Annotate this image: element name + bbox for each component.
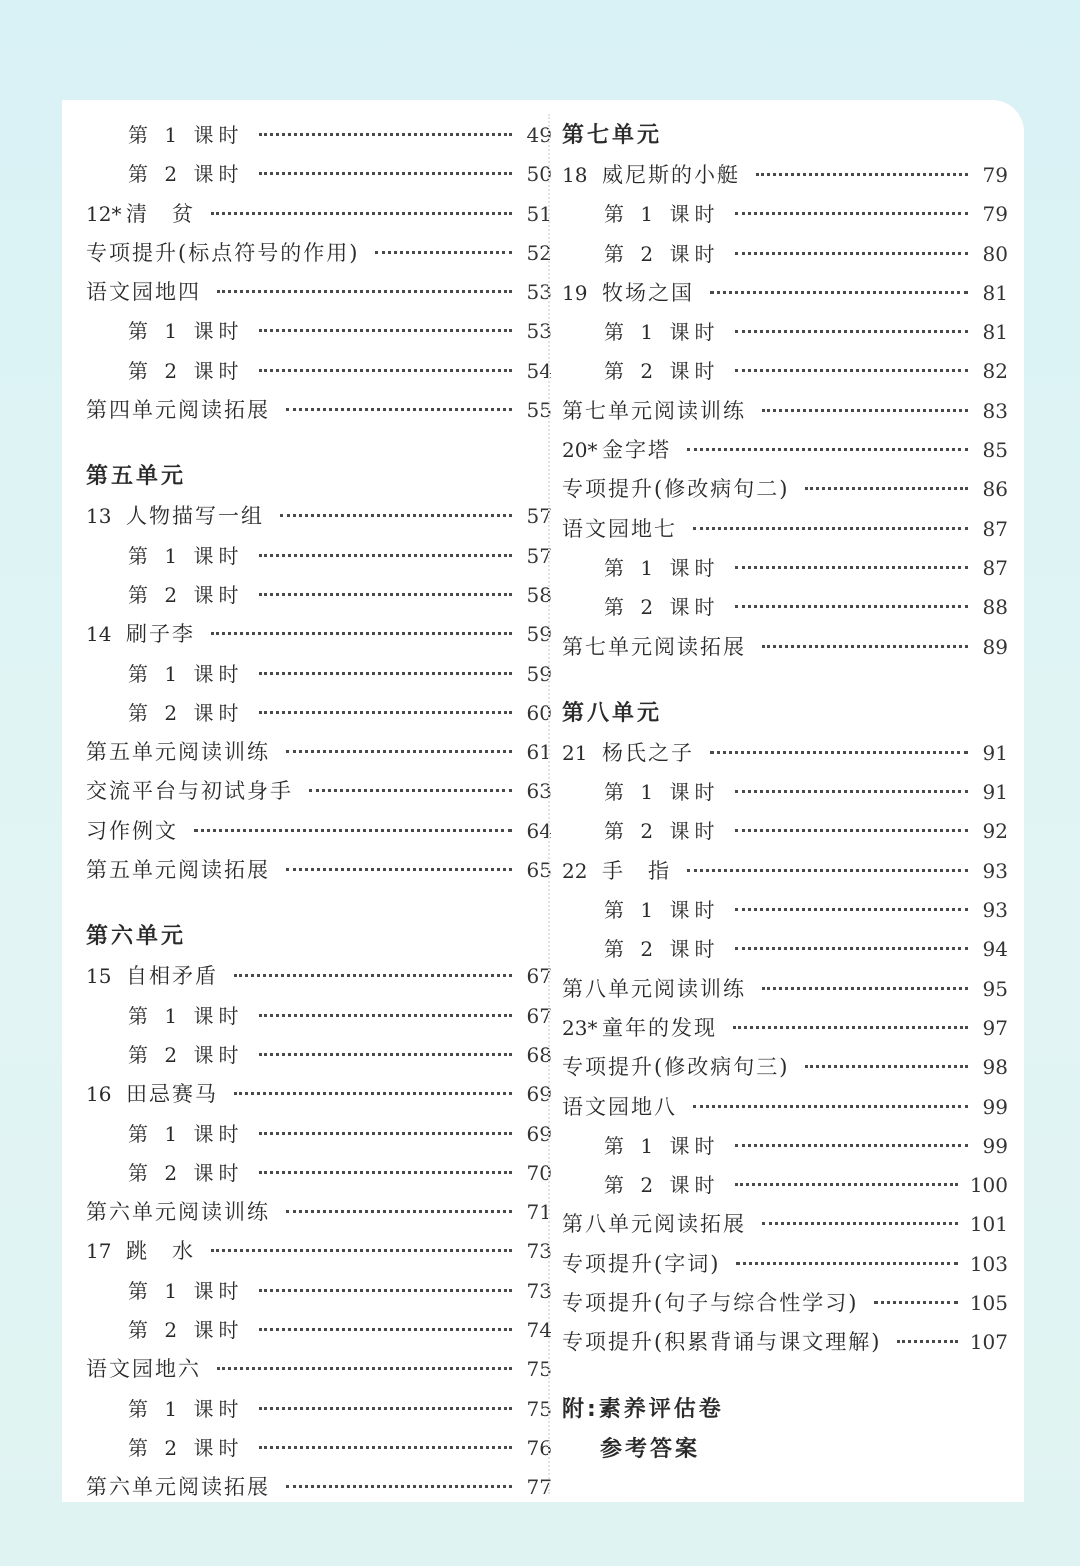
toc-entry	[86, 1193, 552, 1232]
dot-leader	[735, 565, 968, 569]
page-number: 99	[982, 1133, 1008, 1158]
entry-title: 第 2 课时	[128, 1160, 244, 1185]
toc-entry	[86, 234, 552, 273]
toc-subentry	[86, 997, 552, 1036]
page-number: 71	[526, 1200, 552, 1225]
page-number: 83	[982, 398, 1008, 423]
dot-leader	[259, 171, 512, 175]
appendix-entry: 附:素养评估卷	[562, 1396, 724, 1422]
entry-title: 杨氏之子	[602, 740, 694, 765]
toc-entry	[562, 734, 1008, 773]
page-number: 87	[982, 516, 1008, 541]
page-number: 87	[982, 555, 1008, 580]
toc-subentry	[86, 1036, 552, 1075]
entry-title: 第 2 课时	[604, 241, 720, 266]
dot-leader	[259, 671, 512, 675]
entry-title: 第 1 课时	[604, 320, 720, 345]
page-number: 73	[526, 1278, 552, 1303]
toc-subentry	[562, 588, 1008, 627]
entry-title: 第 2 课时	[604, 937, 720, 962]
dot-leader	[259, 1013, 512, 1017]
dot-leader	[217, 289, 512, 293]
entry-title: 第六单元阅读拓展	[86, 1475, 270, 1500]
entry-title: 语文园地七	[562, 516, 677, 541]
dot-leader	[762, 644, 968, 648]
entry-title: 金字塔	[602, 438, 671, 463]
page-number: 55	[526, 398, 552, 423]
lesson-number: 21	[562, 740, 588, 765]
dot-leader	[735, 604, 968, 608]
lesson-number: 19	[562, 280, 588, 305]
toc-entry	[562, 1323, 1008, 1362]
entry-title: 第 2 课时	[128, 700, 244, 725]
dot-leader	[259, 1052, 512, 1056]
section-gap	[86, 890, 552, 917]
page-number: 77	[526, 1475, 552, 1500]
entry-title: 交流平台与初试身手	[86, 779, 293, 804]
page-number: 76	[526, 1435, 552, 1460]
toc-entry	[562, 1284, 1008, 1323]
toc-entry	[86, 273, 552, 312]
page-number: 98	[982, 1055, 1008, 1080]
toc-entry	[562, 852, 1008, 891]
toc-entry	[86, 812, 552, 851]
page-number: 107	[969, 1330, 1008, 1355]
entry-title: 第 2 课时	[604, 819, 720, 844]
entry-title: 专项提升(字词)	[562, 1251, 721, 1276]
page-number: 65	[526, 858, 552, 883]
toc-entry	[562, 431, 1008, 470]
dot-leader	[259, 592, 512, 596]
page-number: 67	[526, 1003, 552, 1028]
entry-title: 语文园地六	[86, 1357, 201, 1382]
page-number: 59	[526, 661, 552, 686]
dot-leader	[286, 867, 512, 871]
entry-title: 第 1 课时	[128, 319, 244, 344]
page-number: 57	[526, 504, 552, 529]
page-number: 60	[526, 700, 552, 725]
entry-title: 第 2 课时	[604, 359, 720, 384]
dot-leader	[259, 328, 512, 332]
entry-title: 手 指	[602, 858, 671, 883]
toc-entry	[86, 497, 552, 536]
toc-subentry	[562, 235, 1008, 274]
entry-title: 第四单元阅读拓展	[86, 398, 270, 423]
page-number: 75	[526, 1396, 552, 1421]
entry-title: 清 贫	[126, 201, 195, 226]
entry-title: 第八单元阅读训练	[562, 976, 746, 1001]
entry-title: 第七单元阅读训练	[562, 398, 746, 423]
entry-title: 第 2 课时	[128, 582, 244, 607]
lesson-number: 13	[86, 504, 112, 529]
entry-title: 第 1 课时	[604, 1133, 720, 1158]
dot-leader	[259, 1288, 512, 1292]
entry-title: 习作例文	[86, 818, 178, 843]
entry-title: 童年的发现	[602, 1015, 717, 1040]
dot-leader	[735, 329, 968, 333]
dot-leader	[762, 408, 968, 412]
toc-subentry	[86, 576, 552, 615]
toc-subentry	[86, 1272, 552, 1311]
page-number: 54	[526, 358, 552, 383]
dot-leader	[762, 1221, 958, 1225]
page-number: 91	[982, 740, 1008, 765]
toc-subentry	[562, 1166, 1008, 1205]
dot-leader	[259, 1327, 512, 1331]
page-number: 82	[982, 359, 1008, 384]
page-number: 53	[526, 319, 552, 344]
page-number: 53	[526, 280, 552, 305]
toc-entry	[562, 470, 1008, 509]
page-number: 86	[982, 477, 1008, 502]
toc-entry	[86, 195, 552, 234]
dot-leader	[286, 749, 512, 753]
toc-entry	[562, 1245, 1008, 1284]
dot-leader	[259, 132, 512, 136]
entry-title: 第 1 课时	[604, 898, 720, 923]
page-number: 81	[982, 280, 1008, 305]
toc-subentry	[86, 1115, 552, 1154]
entry-title: 跳 水	[126, 1239, 195, 1264]
entry-title: 专项提升(修改病句二)	[562, 477, 790, 502]
page-number: 74	[526, 1318, 552, 1343]
dot-leader	[762, 986, 968, 990]
toc-entry	[86, 957, 552, 996]
page-number: 89	[982, 634, 1008, 659]
page-number: 92	[982, 819, 1008, 844]
section-gap	[562, 667, 1008, 694]
page-number: 64	[526, 818, 552, 843]
page-number: 63	[526, 779, 552, 804]
dot-leader	[211, 631, 512, 635]
dot-leader	[687, 447, 968, 451]
unit-heading: 第六单元	[86, 924, 187, 950]
unit-heading: 第五单元	[86, 464, 187, 490]
lesson-number: 20*	[562, 438, 598, 463]
page-number: 49	[526, 123, 552, 147]
entry-title: 威尼斯的小艇	[602, 163, 740, 187]
page-number: 97	[982, 1015, 1008, 1040]
lesson-number: 18	[562, 163, 588, 187]
toc-subentry	[86, 537, 552, 576]
toc-entry	[562, 510, 1008, 549]
lesson-number: 16	[86, 1082, 112, 1107]
toc-entry	[86, 1232, 552, 1271]
entry-title: 语文园地四	[86, 280, 201, 305]
entry-title: 专项提升(句子与综合性学习)	[562, 1291, 859, 1316]
page-number: 80	[982, 241, 1008, 266]
page-number: 101	[969, 1212, 1008, 1237]
page-number: 51	[526, 201, 552, 226]
lesson-number: 14	[86, 622, 112, 647]
toc-subentry	[562, 549, 1008, 588]
toc-entry	[562, 1088, 1008, 1127]
dot-leader	[693, 1104, 968, 1108]
dot-leader	[259, 710, 512, 714]
toc-entry	[562, 1009, 1008, 1048]
entry-title: 第 2 课时	[604, 595, 720, 620]
dot-leader	[309, 788, 512, 792]
dot-leader	[805, 1064, 968, 1068]
dot-leader	[735, 368, 968, 372]
toc-subentry	[562, 1127, 1008, 1166]
toc-entry	[86, 851, 552, 890]
page-number: 91	[982, 780, 1008, 805]
entry-title: 田忌赛马	[126, 1082, 218, 1107]
entry-title: 第 2 课时	[128, 358, 244, 383]
lesson-number: 12*	[86, 201, 122, 226]
toc-entry	[562, 392, 1008, 431]
toc-subentry	[86, 655, 552, 694]
toc-entry	[86, 733, 552, 772]
dot-leader	[375, 250, 512, 254]
unit-heading: 第八单元	[562, 700, 663, 726]
dot-leader	[874, 1300, 957, 1304]
toc-subentry	[562, 313, 1008, 352]
dot-leader	[693, 526, 968, 530]
dot-leader	[211, 211, 512, 215]
page-number: 57	[526, 543, 552, 568]
entry-title: 第 1 课时	[128, 1278, 244, 1303]
toc-entry	[562, 1205, 1008, 1244]
page-number: 105	[969, 1291, 1008, 1316]
entry-title: 第 1 课时	[604, 202, 720, 227]
toc-subentry	[86, 1429, 552, 1468]
page-number: 88	[982, 595, 1008, 620]
dot-leader	[710, 290, 968, 294]
entry-title: 专项提升(修改病句三)	[562, 1055, 790, 1080]
dot-leader	[735, 1182, 957, 1186]
entry-title: 第七单元阅读拓展	[562, 634, 746, 659]
page-number: 99	[982, 1094, 1008, 1119]
toc-subentry	[86, 155, 552, 194]
entry-title: 第 1 课时	[128, 123, 244, 147]
column-divider	[548, 114, 550, 1494]
page-number: 69	[526, 1121, 552, 1146]
entry-title: 第 2 课时	[128, 1435, 244, 1460]
toc-subentry	[86, 1154, 552, 1193]
dot-leader	[194, 828, 512, 832]
toc-entry	[562, 970, 1008, 1009]
lesson-number: 15	[86, 964, 112, 989]
dot-leader	[259, 368, 512, 372]
page-number: 75	[526, 1357, 552, 1382]
dot-leader	[897, 1339, 957, 1343]
page-number: 85	[982, 438, 1008, 463]
section-gap	[86, 430, 552, 457]
toc-subentry	[562, 930, 1008, 969]
toc-subentry	[562, 812, 1008, 851]
toc-entry	[562, 274, 1008, 313]
entry-title: 人物描写一组	[126, 504, 264, 529]
dot-leader	[211, 1248, 512, 1252]
toc-subentry	[562, 352, 1008, 391]
entry-title: 第 1 课时	[604, 555, 720, 580]
dot-leader	[735, 789, 968, 793]
dot-leader	[687, 868, 968, 872]
entry-title: 专项提升(标点符号的作用)	[86, 240, 360, 265]
dot-leader	[710, 750, 968, 754]
toc-entry	[86, 615, 552, 654]
page-number: 67	[526, 964, 552, 989]
dot-leader	[259, 1131, 512, 1135]
page-number: 100	[969, 1173, 1008, 1198]
toc-entry	[86, 1350, 552, 1389]
dot-leader	[234, 973, 512, 977]
entry-title: 第五单元阅读拓展	[86, 858, 270, 883]
dot-leader	[259, 1406, 512, 1410]
entry-title: 第 2 课时	[128, 1042, 244, 1067]
entry-title: 第 2 课时	[128, 162, 244, 187]
dot-leader	[735, 211, 968, 215]
dot-leader	[735, 828, 968, 832]
entry-title: 第八单元阅读拓展	[562, 1212, 746, 1237]
page-number: 50	[526, 162, 552, 187]
toc-subentry	[562, 195, 1008, 234]
entry-title: 第六单元阅读训练	[86, 1200, 270, 1225]
dot-leader	[286, 1209, 512, 1213]
entry-title: 第 2 课时	[128, 1318, 244, 1343]
entry-title: 语文园地八	[562, 1094, 677, 1119]
entry-title: 刷子李	[126, 622, 195, 647]
dot-leader	[735, 1143, 968, 1147]
toc-column-right	[562, 100, 1008, 1470]
toc-page	[62, 100, 1024, 1502]
page-number: 70	[526, 1160, 552, 1185]
page-number: 69	[526, 1082, 552, 1107]
entry-title: 专项提升(积累背诵与课文理解)	[562, 1330, 882, 1355]
entry-title: 第 1 课时	[128, 1121, 244, 1146]
page-number: 58	[526, 582, 552, 607]
dot-leader	[735, 251, 968, 255]
dot-leader	[733, 1025, 968, 1029]
page-number: 59	[526, 622, 552, 647]
page-number: 79	[982, 202, 1008, 227]
toc-subentry	[86, 312, 552, 351]
section-gap	[562, 1363, 1008, 1390]
toc-subentry	[86, 352, 552, 391]
unit-heading: 第七单元	[562, 123, 663, 148]
dot-leader	[234, 1091, 512, 1095]
page-number: 68	[526, 1042, 552, 1067]
toc-subentry	[86, 694, 552, 733]
page-number: 79	[982, 163, 1008, 187]
toc-subentry	[86, 1311, 552, 1350]
dot-leader	[756, 172, 968, 176]
toc-entry	[86, 772, 552, 811]
entry-title: 牧场之国	[602, 280, 694, 305]
entry-title: 第 2 课时	[604, 1173, 720, 1198]
dot-leader	[736, 1261, 957, 1265]
dot-leader	[805, 486, 968, 490]
lesson-number: 17	[86, 1239, 112, 1264]
toc-subentry	[86, 116, 552, 155]
toc-subentry	[562, 891, 1008, 930]
entry-title: 第 1 课时	[128, 1003, 244, 1028]
entry-title: 自相矛盾	[126, 964, 218, 989]
dot-leader	[259, 1170, 512, 1174]
dot-leader	[286, 1484, 512, 1488]
page-number: 81	[982, 320, 1008, 345]
dot-leader	[280, 513, 512, 517]
dot-leader	[735, 907, 968, 911]
dot-leader	[735, 946, 968, 950]
entry-title: 第 1 课时	[128, 1396, 244, 1421]
entry-title: 第 1 课时	[128, 661, 244, 686]
page-number: 93	[982, 898, 1008, 923]
page-number: 73	[526, 1239, 552, 1264]
page-number: 52	[526, 240, 552, 265]
toc-entry	[562, 156, 1008, 195]
dot-leader	[259, 1445, 512, 1449]
toc-entry	[86, 1468, 552, 1507]
toc-subentry	[86, 1390, 552, 1429]
page-number: 61	[526, 740, 552, 765]
dot-leader	[217, 1366, 512, 1370]
lesson-number: 22	[562, 858, 588, 883]
entry-title: 第 1 课时	[604, 780, 720, 805]
toc-entry	[562, 628, 1008, 667]
page-number: 103	[969, 1251, 1008, 1276]
entry-title: 第五单元阅读训练	[86, 740, 270, 765]
appendix-entry: 参考答案	[600, 1436, 701, 1462]
toc-entry	[562, 1048, 1008, 1087]
page-number: 95	[982, 976, 1008, 1001]
dot-leader	[286, 407, 512, 411]
toc-subentry	[562, 773, 1008, 812]
toc-entry	[86, 1075, 552, 1114]
toc-column-left	[86, 100, 552, 1508]
lesson-number: 23*	[562, 1015, 598, 1040]
page-number: 94	[982, 937, 1008, 962]
dot-leader	[259, 553, 512, 557]
toc-entry	[86, 391, 552, 430]
entry-title: 第 1 课时	[128, 543, 244, 568]
page-number: 93	[982, 858, 1008, 883]
